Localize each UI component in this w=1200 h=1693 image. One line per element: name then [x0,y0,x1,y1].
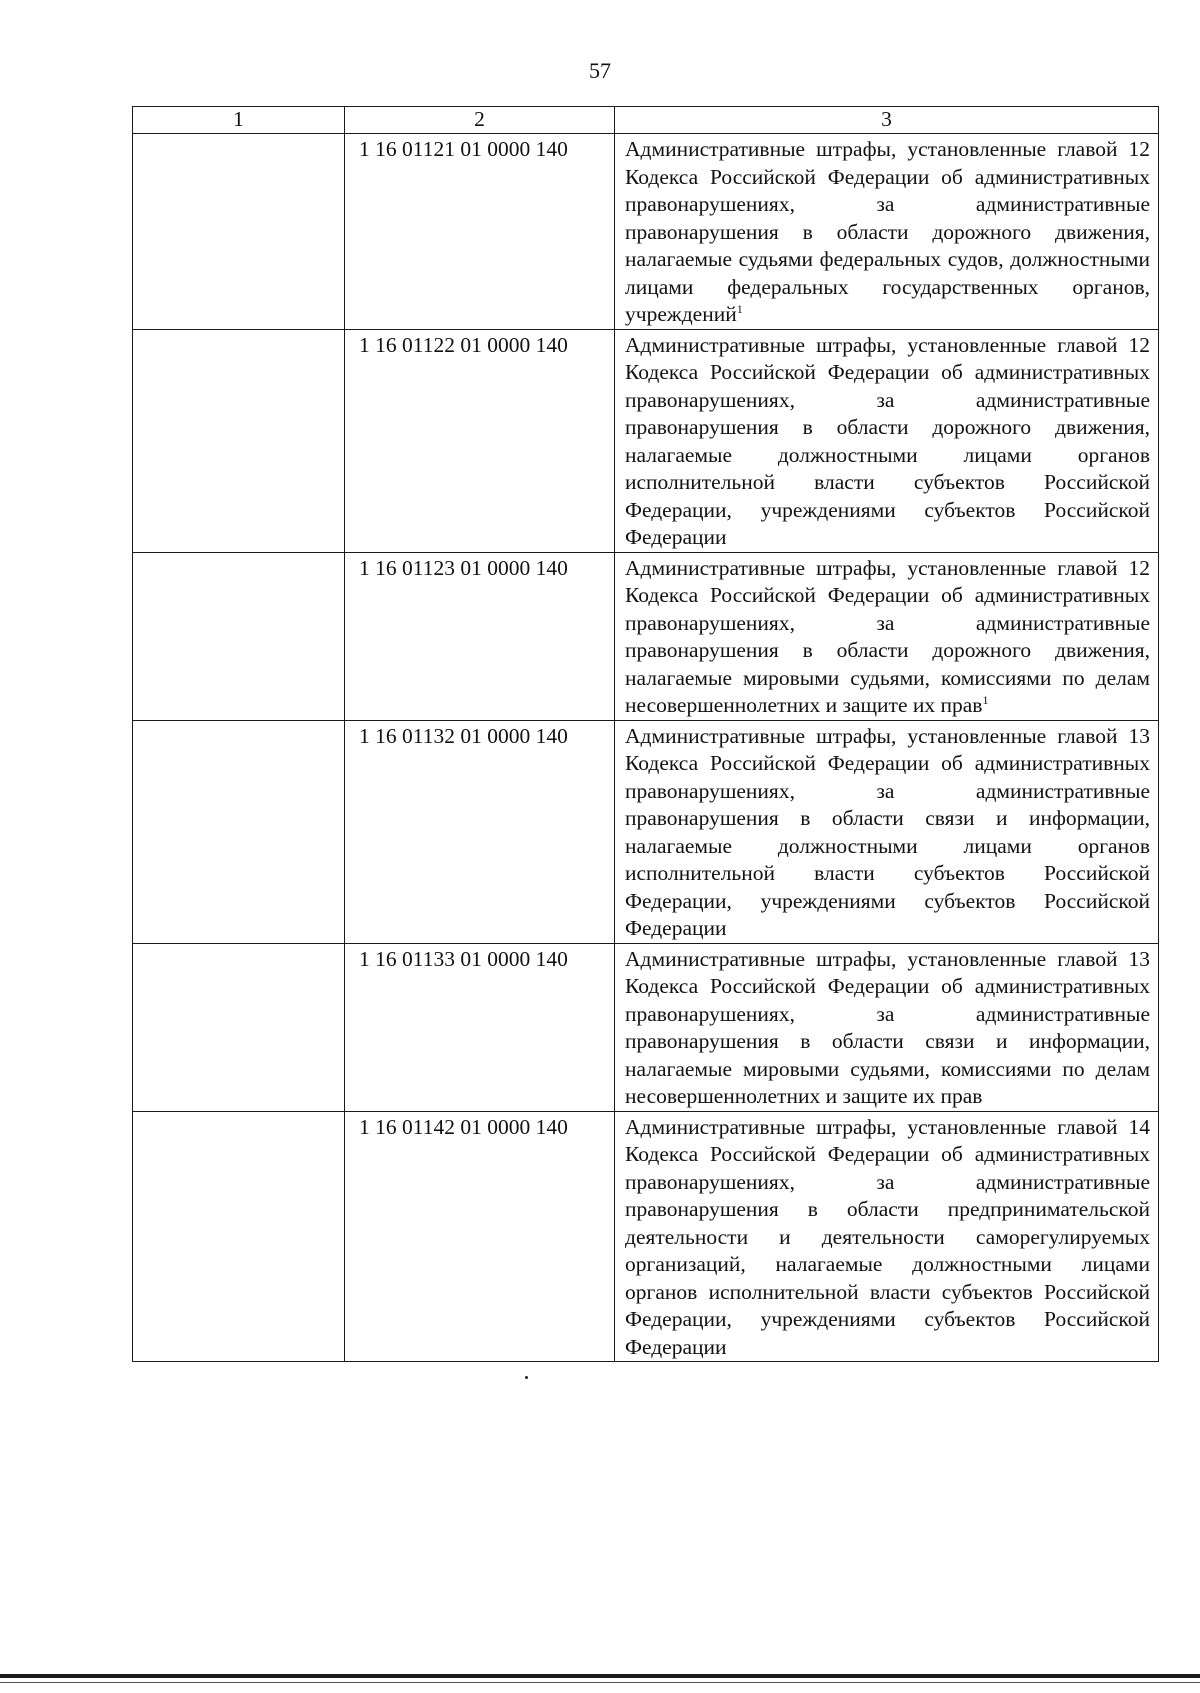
revenue-code: 1 16 01121 01 0000 140 [345,134,615,330]
table-row [133,134,1159,330]
column-header-2: 2 [345,107,615,134]
table-header-row [133,107,1159,134]
description-text: Административные штрафы, установленные главой 12 Кодекса Российской Федерации об административных правонарушениях, за административные правонарушения в области дорожного движения, налагаемые мировыми судьями, комиссиями по делам несовершеннолетних и защите их прав [625,555,1150,717]
revenue-code: 1 16 01132 01 0000 140 [345,720,615,943]
revenue-description [615,134,1159,330]
empty-cell [133,329,345,552]
revenue-code: 1 16 01133 01 0000 140 [345,943,615,1111]
revenue-codes-table [132,106,1159,1362]
description-text: Административные штрафы, установленные главой 13 Кодекса Российской Федерации об административных правонарушениях, за административные правонарушения в области связи и информации, налагаемые мировыми судьями, комиссиями по делам несовершеннолетних и защите их прав [625,946,1150,1108]
revenue-code: 1 16 01123 01 0000 140 [345,552,615,720]
empty-cell [133,552,345,720]
footnote-mark: 1 [736,301,743,316]
column-header-3: 3 [615,107,1159,134]
empty-cell [133,943,345,1111]
footnote-mark: 1 [982,692,989,707]
empty-cell [133,720,345,943]
page-bottom-rule [0,1674,1200,1678]
table-row [133,943,1159,1111]
description-text: Административные штрафы, установленные главой 12 Кодекса Российской Федерации об административных правонарушениях, за административные правонарушения в области дорожного движения, налагаемые должностными лицами органов исполнительной власти субъектов Российской Федерации, учреждениями субъектов Российской Федерации [625,332,1150,549]
revenue-description [615,1111,1159,1362]
page-number: 57 [589,58,611,83]
description-text: Административные штрафы, установленные главой 14 Кодекса Российской Федерации об административных правонарушениях, за административные правонарушения в области предпринимательской деятельности и деятельности саморегулируемых организаций, налагаемые должностными лицами органов исполнительной власти субъектов Российской Федерации, учреждениями субъектов Российской Федерации [625,1114,1150,1359]
empty-cell [133,134,345,330]
revenue-code: 1 16 01122 01 0000 140 [345,329,615,552]
revenue-description [615,720,1159,943]
page-bottom-rule-thin [0,1682,1200,1683]
column-header-1: 1 [133,107,345,134]
description-text: Административные штрафы, установленные главой 12 Кодекса Российской Федерации об административных правонарушениях, за административные правонарушения в области дорожного движения, налагаемые судьями федеральных судов, должностными лицами федеральных государственных органов, учреждений [625,137,1150,326]
empty-cell [133,1111,345,1362]
revenue-description [615,329,1159,552]
description-text: Административные штрафы, установленные главой 13 Кодекса Российской Федерации об административных правонарушениях, за административные правонарушения в области связи и информации, налагаемые должностными лицами органов исполнительной власти субъектов Российской Федерации, учреждениями субъектов Российской Федерации [625,723,1150,940]
revenue-code: 1 16 01142 01 0000 140 [345,1111,615,1362]
revenue-description [615,943,1159,1111]
scan-speck [525,1376,528,1379]
revenue-description [615,552,1159,720]
table-row [133,720,1159,943]
table-row [133,552,1159,720]
table-row [133,1111,1159,1362]
table-row [133,329,1159,552]
